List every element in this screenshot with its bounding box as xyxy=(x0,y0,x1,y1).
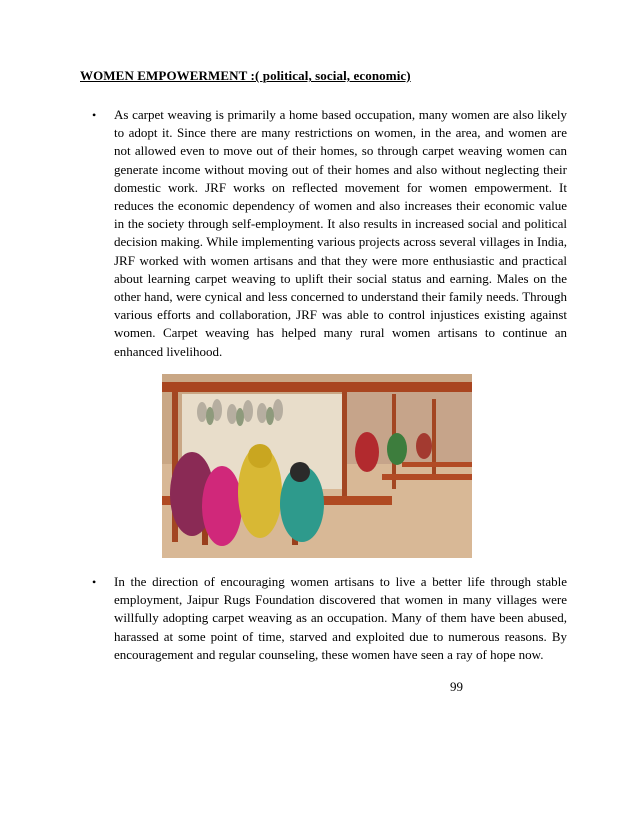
bullet-text: In the direction of encouraging women artisans to live a better life through stable employment, Jaipur Rugs Foundation discovered that women in many villages were willfully adopting carpet weaving as an occupation. Many of them have been abused, harassed at some point of time, starved and exploited due to numerous reasons. By encouragement and regular counseling, these women have seen a ray of hope now. xyxy=(114,574,567,662)
weaving-scene-image xyxy=(162,374,472,558)
carpet-weaving-photo xyxy=(162,374,472,558)
bullet-icon: • xyxy=(92,108,97,122)
page-number: 99 xyxy=(450,679,463,694)
section-heading: WOMEN EMPOWERMENT :( political, social, economic) xyxy=(80,68,411,83)
bullet-text: As carpet weaving is primarily a home based occupation, many women are also likely to adopt it. Since there are many restrictions on women, in the area, and women are not allowed even to move out of their homes, so through carpet weaving women can generate income without moving out of their homes and also without neglecting their domestic work. JRF works on reflected movement for women empowerment. It reduces the economic dependency of women and also increases their economic value in the society through self-employment. It also results in increased social and political decision making. While implementing various projects across several villages in India, JRF worked with women artisans and that they were more enthusiastic and practical about learning carpet weaving to uplift their social status and earning. Males on the other hand, were cynical and less concerned to understand their family needs. Through various efforts and collaboration, JRF was able to control injustices existing against women. Carpet weaving has helped many rural women artisans to continue an enhanced livelihood. xyxy=(114,107,567,359)
bullet-item xyxy=(92,573,567,664)
bullet-item xyxy=(92,106,567,361)
bullet-icon: • xyxy=(92,575,97,589)
